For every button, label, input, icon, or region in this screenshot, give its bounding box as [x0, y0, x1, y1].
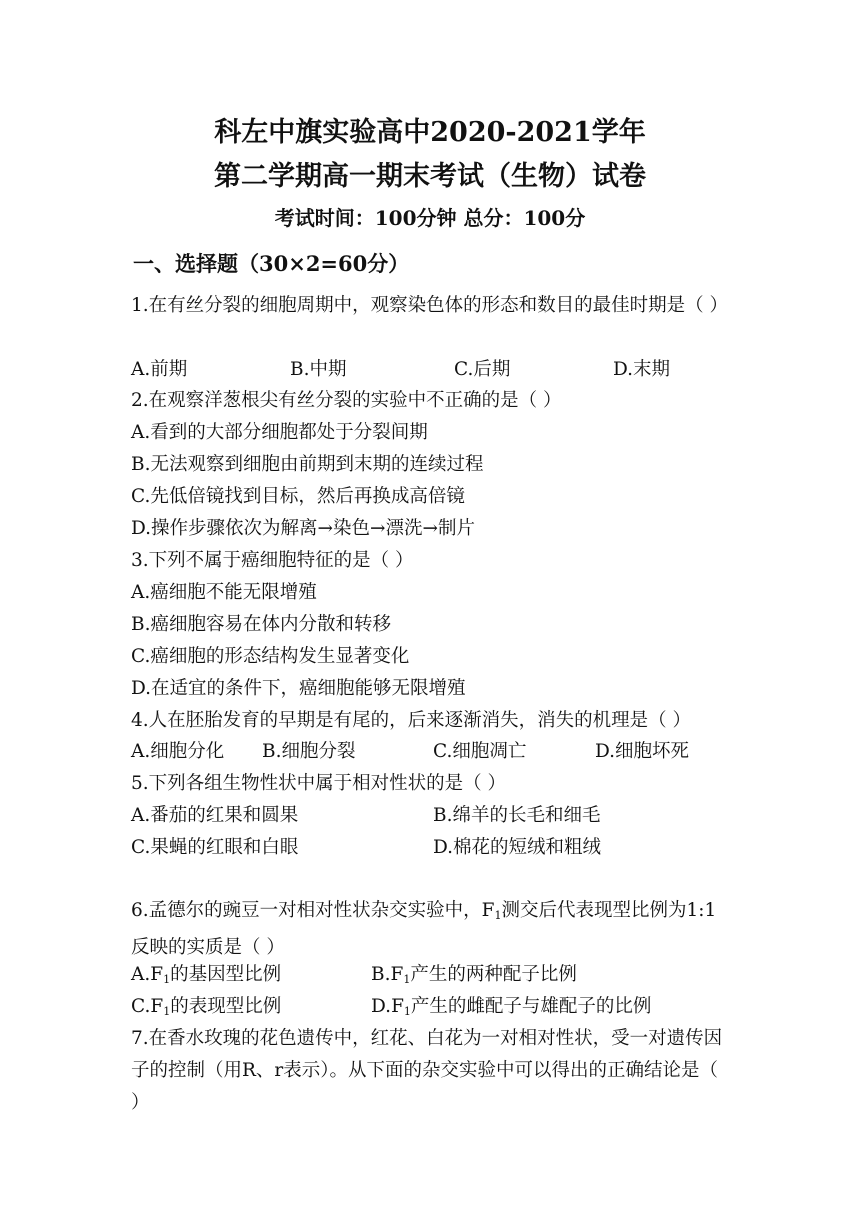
- question-2-option-b: B.无法观察到细胞由前期到末期的连续过程: [131, 454, 484, 475]
- question-4-option-b: B.细胞分裂: [262, 741, 356, 762]
- question-2-option-d: D.操作步骤依次为解离→染色→漂洗→制片: [131, 518, 476, 539]
- question-4-option-a: A.细胞分化: [131, 741, 225, 762]
- question-1-option-d: D.末期: [613, 359, 671, 380]
- exam-title-line2: 第二学期高一期末考试（生物）试卷: [214, 161, 646, 192]
- question-6-option-c: $C.F_1$的表现型比例: [131, 996, 282, 1018]
- question-1-option-b: B.中期: [290, 359, 347, 380]
- question-5-option-c: C.果蝇的红眼和白眼: [131, 837, 299, 858]
- question-7-stem: 7.在香水玫瑰的花色遗传中，红花、白花为一对相对性状，受一对遗传因子的控制（用R、r表示）。从下面的杂交实验中可以得出的正确结论是（ ）: [131, 1028, 723, 1113]
- section-title: 一、选择题（30×2=60分）: [133, 251, 410, 276]
- question-6-option-a: $A.F_1$的基因型比例: [131, 964, 282, 986]
- question-1-option-a: A.前期: [131, 359, 188, 380]
- question-2-option-a: A.看到的大部分细胞都处于分裂间期: [131, 422, 428, 443]
- f1-symbol: $F_1$: [481, 900, 502, 922]
- question-4-option-c: C.细胞凋亡: [433, 741, 527, 762]
- question-5-option-b: B.绵羊的长毛和细毛: [433, 805, 601, 826]
- question-5-option-d: D.棉花的短绒和粗绒: [433, 837, 602, 858]
- question-2-option-c: C.先低倍镜找到目标，然后再换成高倍镜: [131, 486, 465, 507]
- question-6-stem-pre: 6.孟德尔的豌豆一对相对性状杂交实验中，: [131, 900, 482, 921]
- question-6-stem: [131, 895, 731, 964]
- question-2-stem: 2.在观察洋葱根尖有丝分裂的实验中不正确的是（ ）: [131, 390, 562, 411]
- exam-title-line1: 科左中旗实验高中2020-2021学年: [214, 117, 646, 148]
- question-3-option-b: B.癌细胞容易在体内分散和转移: [131, 614, 391, 635]
- question-3-option-d: D.在适宜的条件下，癌细胞能够无限增殖: [131, 678, 466, 699]
- question-5-stem: 5.下列各组生物性状中属于相对性状的是（ ）: [131, 773, 507, 794]
- question-6-stem-post: 测交后代表现型比例为1:1反映的实质是（ ）: [131, 900, 717, 958]
- question-3-option-a: A.癌细胞不能无限增殖: [131, 582, 317, 603]
- question-1-option-c: C.后期: [454, 359, 511, 380]
- question-1-stem: 1.在有丝分裂的细胞周期中，观察染色体的形态和数目的最佳时期是（ ）: [131, 295, 729, 316]
- question-4-option-d: D.细胞坏死: [595, 741, 690, 762]
- question-3-stem: 3.下列不属于癌细胞特征的是（ ）: [131, 550, 414, 571]
- question-4-stem: 4.人在胚胎发育的早期是有尾的，后来逐渐消失，消失的机理是（ ）: [131, 710, 692, 731]
- question-6-option-b: $B.F_1$产生的两种配子比例: [371, 964, 577, 986]
- exam-info: 考试时间：100分钟 总分：100分: [274, 206, 586, 230]
- question-3-option-c: C.癌细胞的形态结构发生显著变化: [131, 646, 410, 667]
- question-5-option-a: A.番茄的红果和圆果: [131, 805, 299, 826]
- question-6-option-d: $D.F_1$产生的雌配子与雄配子的比例: [371, 996, 652, 1018]
